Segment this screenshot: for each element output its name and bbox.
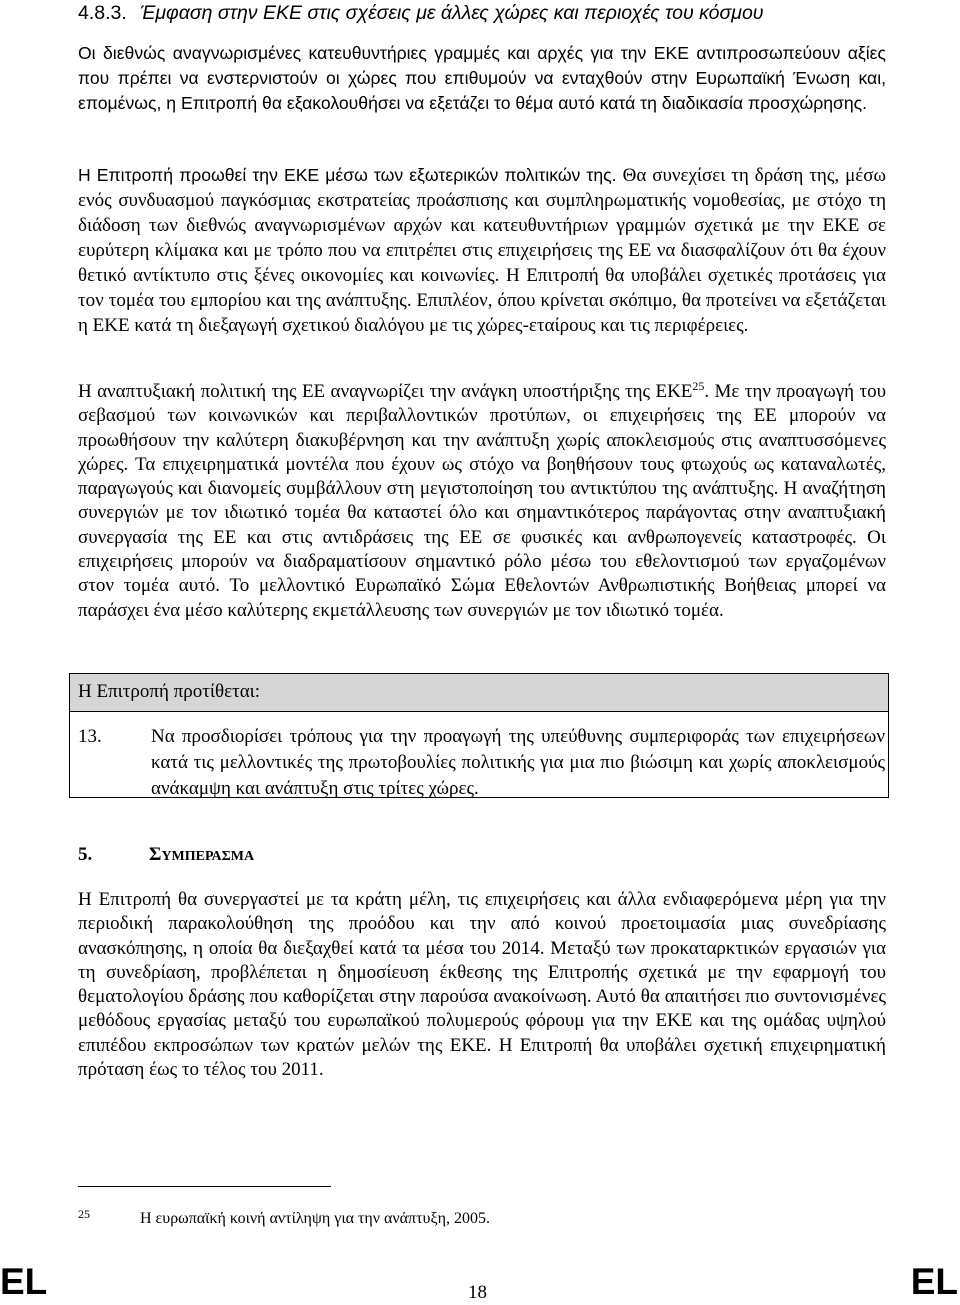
language-code-left: EL: [0, 1261, 48, 1302]
paragraph-conclusion: Η Επιτροπή θα συνεργαστεί με τα κράτη μέλη, τις επιχειρήσεις και άλλα ενδιαφερόμενα μέρη για την περιοδική παρακολούθηση της προόδου και την από κοινού προετοιμασία μιας συνεδρίασης ανασκόπησης, η οποία θα διεξαχθεί κατά τα μέσα του 2014. Μεταξύ των προκαταρκτικών εργασιών για τη συνεδρίαση, προβλέπεται η δημοσίευση έκθεσης της Επιτροπής σχετικά με την εφαρμογή του θεματολογίου δράσης που καθορίζεται στην παρούσα ανακοίνωση. Αυτό θα απαιτήσει πιο συντονισμένες μεθόδους εργασίας μεταξύ του ευρωπαϊκού πολυμερούς φόρουμ για την ΕΚΕ και της ομάδας υψηλού επιπέδου εκπροσώπων των κρατών μελών της ΕΚΕ. Η Επιτροπή θα υποβάλει σχετική επιχειρηματική πρόταση έως το τέλος του 2011.: [78, 889, 886, 1081]
page-number: 18: [468, 1282, 487, 1303]
footnote-text: Η ευρωπαϊκή κοινή αντίληψη για την ανάπτυξη, 2005.: [140, 1210, 490, 1227]
paragraph-candidate-countries: Οι διεθνώς αναγνωρισμένες κατευθυντήριες γραμμές και αρχές για την ΕΚΕ αντιπροσωπεύουν αξίες που πρέπει να ενστερνιστούν οι χώρες που επιθυμούν να ενταχθούν στην Ευρωπαϊκή Ένωση και, επομένως, η Επιτροπή θα εξακολουθήσει να εξετάζει το θέμα αυτό κατά τη διαδικασία προσχώρησης.: [78, 43, 886, 113]
section-heading: [78, 2, 938, 25]
conclusion-title-initial: Σ: [149, 844, 162, 865]
section-heading-title: Έμφαση στην ΕΚΕ στις σχέσεις με άλλες χώρες και περιοχές του κόσμου: [140, 2, 764, 24]
footnote-separator: [78, 1186, 331, 1187]
section-heading-number: 4.8.3.: [78, 2, 127, 24]
footnote-reference[interactable]: 25: [692, 379, 705, 393]
paragraph-development-policy: [78, 380, 886, 623]
paragraph-external-policies: [78, 163, 886, 338]
paragraph-external-policies-lead: Η Επιτροπή προωθεί την ΕΚΕ μέσω των εξωτερικών πολιτικών της.: [78, 165, 617, 185]
commission-proposal-box: [69, 673, 889, 798]
paragraph-development-policy-rest: . Με την προαγωγή του σεβασμού των κοινωνικών και περιβαλλοντικών προτύπων, οι επιχειρήσεις της ΕΕ μπορούν να προωθήσουν την καλύτερη διακυβέρνηση και την ανάπτυξη χωρίς αποκλεισμούς στις αναπτυσσόμενες χώρες. Τα επιχειρηματικά μοντέλα που έχουν ως στόχο να βοηθήσουν τους φτωχούς ως καταναλωτές, παραγωγούς και διανομείς συμβάλλουν στη μεγιστοποίηση του αντικτύπου της ανάπτυξης. Η αναζήτηση συνεργιών με τον ιδιωτικό τομέα θα καταστεί όλο και σημαντικότερος παράγοντας στην αναπτυξιακή συνεργασία της ΕΕ και στις αντιδράσεις της ΕΕ σε φυσικές και ανθρωπογενείς καταστροφές. Οι επιχειρήσεις μπορούν να διαδραματίσουν σημαντικό ρόλο μέσω του εθελοντισμού των εργαζομένων στον τομέα αυτό. Το μελλοντικό Ευρωπαϊκό Σώμα Εθελοντών Ανθρωπιστικής Βοήθειας μπορεί να παράσχει ένα μέσο καλύτερης εκμετάλλευσης των συνεργιών με τον ιδιωτικό τομέα.: [78, 381, 887, 621]
conclusion-section-title: [78, 844, 254, 866]
proposal-box-header: Η Επιτροπή προτίθεται:: [70, 674, 888, 712]
paragraph-development-policy-start: Η αναπτυξιακή πολιτική της ΕΕ αναγνωρίζει την ανάγκη υποστήριξης της ΕΚΕ: [78, 381, 693, 402]
proposal-item-number: 13.: [78, 726, 102, 747]
conclusion-title-rest: ΥΜΠΕΡΑΣΜΑ: [161, 849, 255, 864]
language-code-right: EL: [910, 1261, 958, 1302]
proposal-item-text: Να προσδιορίσει τρόπους για την προαγωγή της υπεύθυνης συμπεριφοράς των επιχειρήσεων κατά τις μελλοντικές της πρωτοβουλίες πολιτικής για μια πιο βιώσιμη και χωρίς αποκλεισμούς ανάκαμψη και ανάπτυξη στις τρίτες χώρες.: [151, 726, 885, 799]
footnote-number: 25: [78, 1207, 90, 1221]
conclusion-section-number: 5.: [78, 844, 93, 865]
paragraph-external-policies-body: Θα συνεχίσει τη δράση της, μέσω ενός συνδυασμού παγκόσμιας εκστρατείας προάσπισης και συμπληρωματικής νομοθεσίας, με στόχο τη διάδοση των διεθνώς αναγνωρισμένων αρχών και κατευθυντήριων γραμμών σχετικά με την ΕΚΕ σε ευρύτερη κλίμακα και με τρόπο που να επιτρέπει στις επιχειρήσεις της ΕΕ να διασφαλίζουν ότι θα έχουν θετικό αντίκτυπο στις ξένες οικονομίες και κοινωνίες. Η Επιτροπή θα υποβάλει σχετικές προτάσεις για τον τομέα του εμπορίου και της ανάπτυξης. Επιπλέον, όπου κρίνεται σκόπιμο, θα προτείνει να εξετάζεται η ΕΚΕ κατά τη διεξαγωγή σχετικού διαλόγου με τις χώρες-εταίρους και τις περιφέρειες.: [78, 165, 887, 336]
